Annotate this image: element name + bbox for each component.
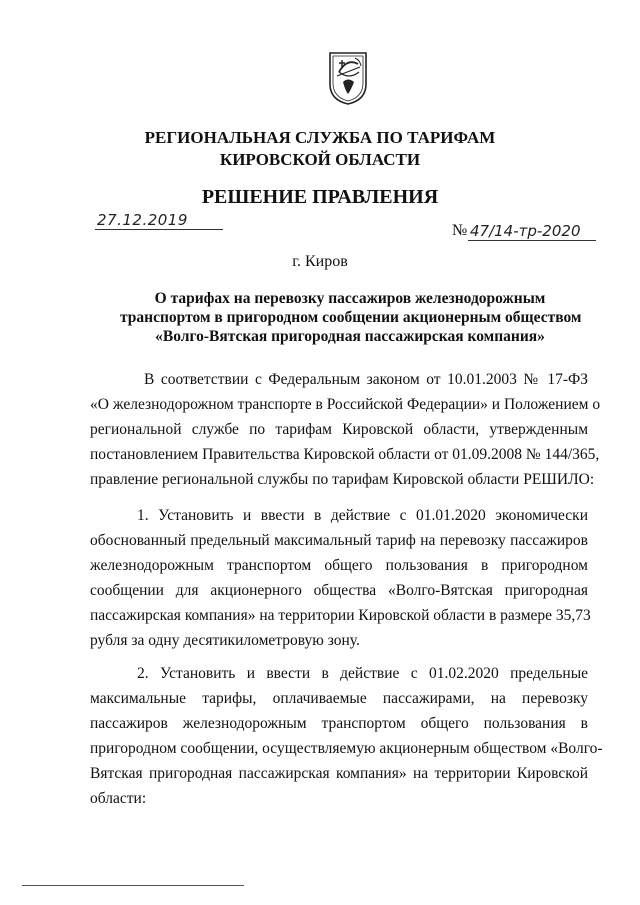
paragraph-line: пригородном сообщении, осуществляемую акционерным обществом «Волго- — [90, 740, 603, 757]
paragraph-line: железнодорожным транспортом общего пользования в пригородном — [90, 557, 588, 574]
paragraph-line: 2. Установить и ввести в действие с 01.02.2020 предельные — [137, 665, 588, 682]
document-subject — [120, 289, 580, 346]
organization-name-line1: РЕГИОНАЛЬНАЯ СЛУЖБА ПО ТАРИФАМ — [144, 128, 496, 147]
footer-divider — [22, 885, 244, 886]
clause-2-paragraph — [90, 661, 603, 811]
paragraph-line: Вятская пригородная пассажирская компания» на территории Кировской — [90, 765, 588, 782]
paragraph-line: 1. Установить и ввести в действие с 01.01.2020 экономически — [137, 507, 588, 524]
paragraph-line: постановлением Правительства Кировской области от 01.09.2008 № 144/365, — [90, 446, 600, 463]
paragraph-line: В соответствии с Федеральным законом от 10.01.2003 № 17-ФЗ — [144, 371, 588, 388]
organization-name-line2: КИРОВСКОЙ ОБЛАСТИ — [219, 150, 421, 169]
paragraph-line: обоснованный предельный максимальный тариф на перевозку пассажиров — [90, 532, 588, 549]
date-underline — [95, 229, 223, 230]
paragraph-line: сообщении для акционерного общества «Волго-Вятская пригородная — [90, 582, 588, 599]
city-name: г. Киров — [292, 253, 348, 270]
subject-line: «Волго-Вятская пригородная пассажирская компания» — [155, 328, 545, 345]
paragraph-line: пассажирская компания» на территории Кировской области в размере 35,73 — [90, 607, 591, 624]
preamble-paragraph — [90, 367, 601, 492]
document-number: 47/14-тр-2020 — [470, 222, 581, 240]
paragraph-line: максимальные тарифы, оплачиваемые пассажирами, на перевозку — [90, 690, 588, 707]
subject-line: транспортом в пригородном сообщении акционерным обществом — [120, 309, 582, 326]
clause-1-paragraph — [90, 503, 591, 653]
subject-line: О тарифах на перевозку пассажиров железнодорожным — [154, 290, 546, 307]
kirov-coat-of-arms-icon — [327, 50, 369, 106]
paragraph-line: региональной службе по тарифам Кировской области, утвержденным — [90, 421, 588, 438]
document-type-title: РЕШЕНИЕ ПРАВЛЕНИЯ — [201, 186, 439, 208]
number-underline — [468, 240, 596, 241]
document-date: 27.12.2019 — [97, 211, 188, 229]
paragraph-line: правление региональной службы по тарифам Кировской области РЕШИЛО: — [90, 471, 595, 488]
paragraph-line: пассажиров железнодорожным транспортом общего пользования в — [90, 715, 588, 732]
paragraph-line: «О железнодорожном транспорте в Российской Федерации» и Положением о — [90, 396, 601, 413]
number-label: № — [452, 222, 468, 239]
paragraph-line: рубля за одну десятикилометровую зону. — [90, 632, 360, 649]
paragraph-line: области: — [90, 790, 147, 807]
